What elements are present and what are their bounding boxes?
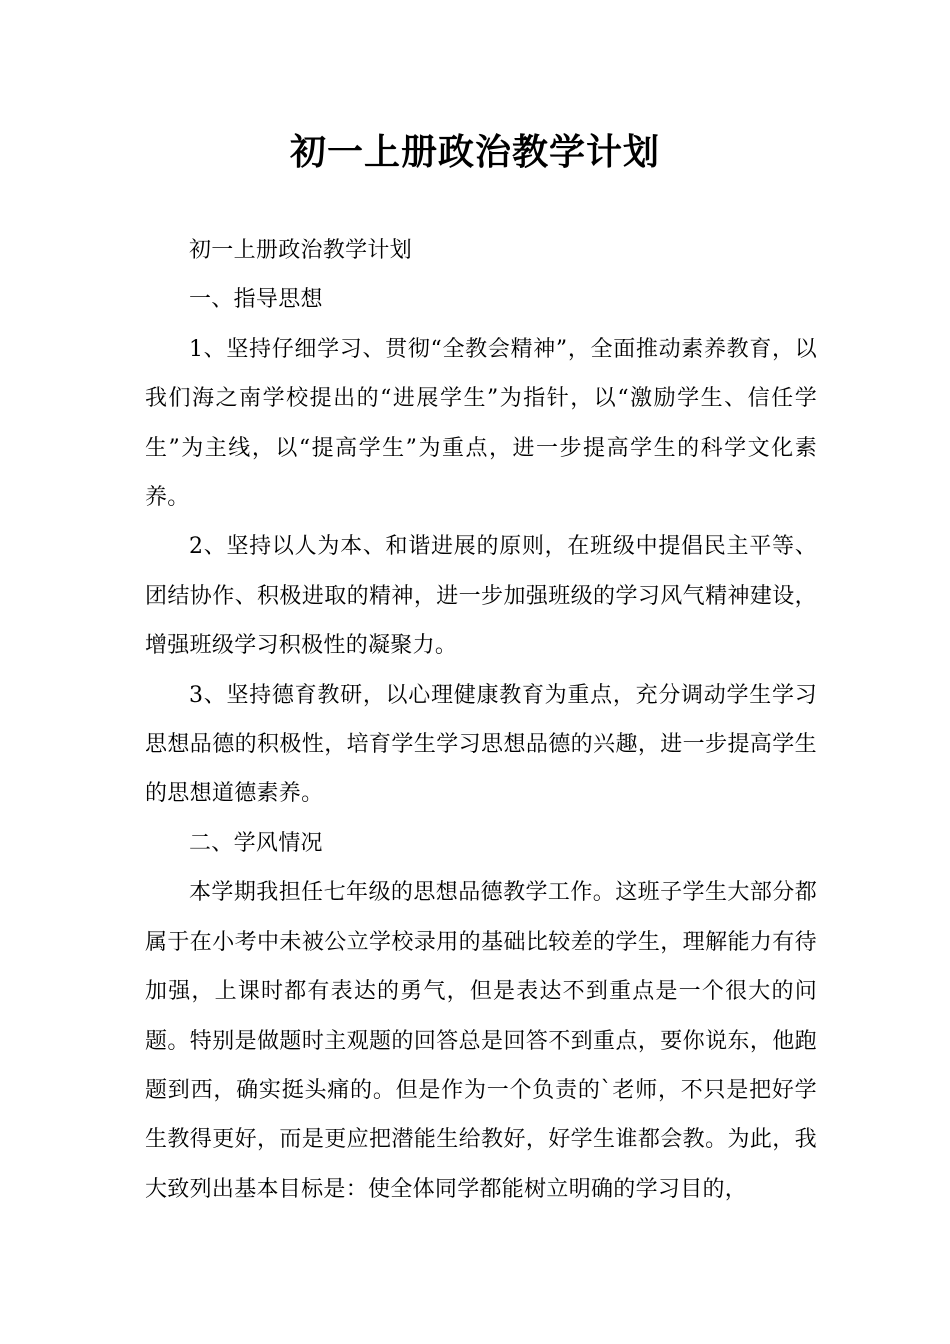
document-title: 初一上册政治教学计划: [289, 132, 660, 173]
section-heading-study-style: 二、学风情况: [189, 830, 323, 856]
document-body: [145, 226, 817, 1214]
paragraph-subtitle: 初一上册政治教学计划: [189, 238, 413, 263]
paragraph-point-3: 3、坚持德育教研，以心理健康教育为重点，充分调动学生学习思想品德的积极性，培育学生学习思想品德的兴趣，进一步提高学生的思想道德素养。: [145, 682, 817, 807]
paragraph-study-style-body: 本学期我担任七年级的思想品德教学工作。这班子学生大部分都属于在小考中未被公立学校录用的基础比较差的学生，理解能力有待加强，上课时都有表达的勇气，但是表达不到重点是一个很大的问题。特别是做题时主观题的回答总是回答不到重点，要你说东，他跑题到西，确实挺头痛的。但是作为一个负责的`老师，不只是把好学生教得更好，而是更应把潜能生给教好，好学生谁都会教。为此，我大致列出基本目标是：使全体同学都能树立明确的学习目的，: [145, 880, 817, 1202]
section-heading-guiding-ideology: 一、指导思想: [189, 287, 323, 313]
paragraph-point-2: 2、坚持以人为本、和谐进展的原则，在班级中提倡民主平等、团结协作、积极进取的精神，进一步加强班级的学习风气精神建设，增强班级学习积极性的凝聚力。: [145, 534, 817, 659]
paragraph-point-1: 1、坚持仔细学习、贯彻“全教会精神”，全面推动素养教育，以我们海之南学校提出的“进展学生”为指针，以“激励学生、信任学生”为主线，以“提高学生”为重点，进一步提高学生的科学文化素养。: [145, 336, 817, 511]
